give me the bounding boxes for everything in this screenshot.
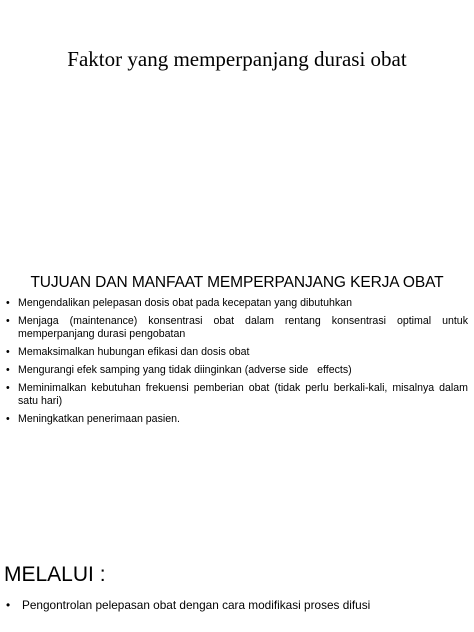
melalui-bullet-list <box>6 598 468 613</box>
list-item-text: Meningkatkan penerimaan pasien. <box>18 413 180 425</box>
list-item-text: Menjaga (maintenance) konsentrasi obat dalam rentang konsentrasi optimal untuk memperpanjang durasi pengobatan <box>18 315 468 340</box>
list-item-text: Mengendalikan pelepasan dosis obat pada kecepatan yang dibutuhkan <box>18 297 352 309</box>
bullet-icon: • <box>6 315 10 327</box>
list-item-text: Memaksimalkan hubungan efikasi dan dosis obat <box>18 346 250 358</box>
bullet-icon: • <box>6 382 10 394</box>
bullet-icon: • <box>6 364 10 376</box>
list-item <box>6 382 468 408</box>
section-heading: TUJUAN DAN MANFAAT MEMPERPANJANG KERJA OBAT <box>30 274 444 291</box>
purpose-bullet-list <box>6 297 468 431</box>
bullet-icon: • <box>6 598 11 612</box>
list-item <box>6 346 468 359</box>
list-item-text: Mengurangi efek samping yang tidak diinginkan (adverse side effects) <box>18 364 352 376</box>
bullet-icon: • <box>6 297 10 309</box>
list-item <box>6 315 468 341</box>
list-item <box>6 297 468 310</box>
list-item-text: Meminimalkan kebutuhan frekuensi pemberian obat (tidak perlu berkali-kali, misalnya dalam satu hari) <box>18 382 468 407</box>
slide-title: Faktor yang memperpanjang durasi obat <box>67 47 407 71</box>
list-item <box>6 364 468 377</box>
list-item <box>6 413 468 426</box>
bullet-icon: • <box>6 413 10 425</box>
melalui-heading: MELALUI : <box>4 563 106 586</box>
list-item <box>6 598 468 613</box>
bullet-icon: • <box>6 346 10 358</box>
list-item-text: Pengontrolan pelepasan obat dengan cara modifikasi proses difusi <box>22 598 371 612</box>
